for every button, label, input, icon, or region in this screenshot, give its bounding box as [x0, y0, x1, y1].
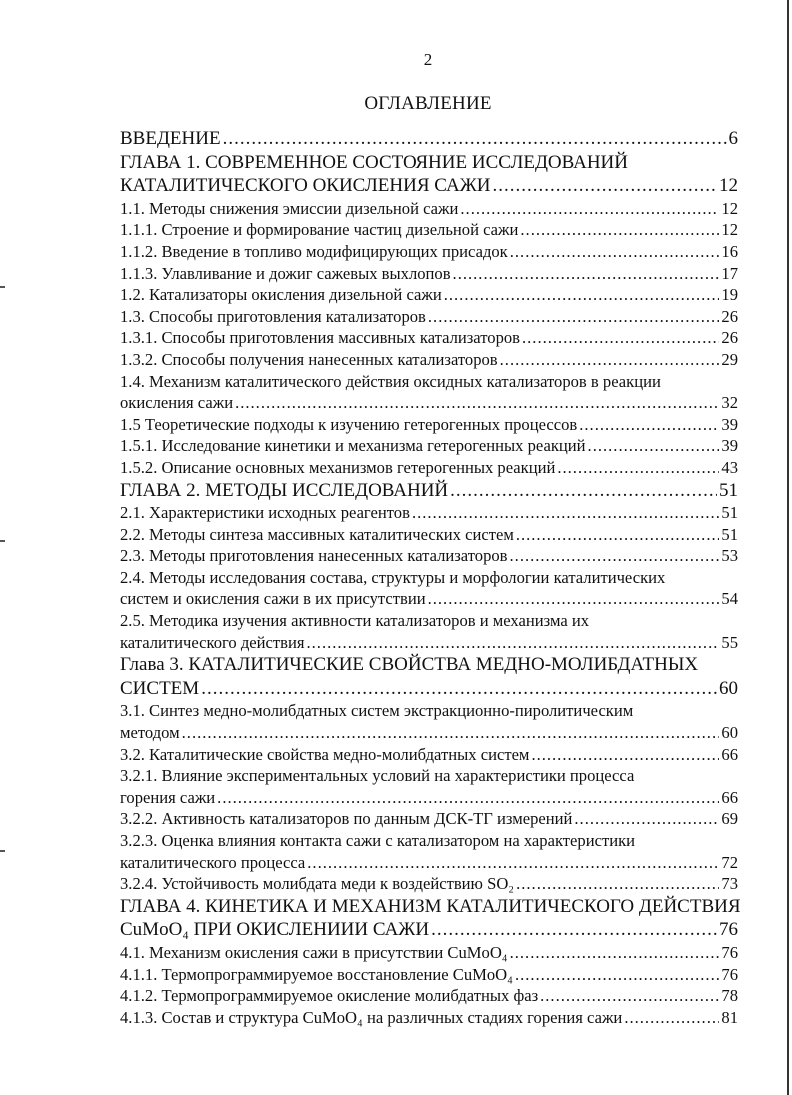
toc-page-number: 55	[721, 632, 738, 652]
toc-entry-title: горения сажи	[120, 787, 216, 807]
toc-page-number: 16	[721, 241, 738, 261]
dot-leader	[515, 964, 719, 986]
toc-entry[interactable]	[120, 653, 738, 700]
toc-entry-title: 1.2. Катализаторы окисления дизельной сажи	[120, 285, 442, 305]
dot-leader	[579, 414, 719, 436]
toc-page-number: 12	[719, 175, 738, 197]
dot-leader	[516, 873, 719, 895]
toc-page-number: 66	[721, 787, 738, 807]
toc-entry[interactable]	[120, 700, 738, 743]
toc-entry-line	[120, 942, 738, 964]
toc-entry[interactable]	[120, 327, 738, 349]
toc-entry[interactable]	[120, 873, 738, 895]
dot-leader	[201, 677, 717, 701]
toc-entry-title: КАТАЛИТИЧЕСКОГО ОКИСЛЕНИЯ САЖИ	[120, 175, 491, 197]
toc-entry-title: 1.4. Механизм каталитического действия оксидных катализаторов в реакции	[120, 371, 661, 391]
toc-entry-line	[120, 722, 738, 744]
dot-leader	[540, 985, 719, 1007]
dot-leader	[531, 744, 719, 766]
toc-page-number: 73	[721, 874, 738, 894]
toc-page-number: 19	[721, 285, 738, 305]
toc-page-number: 72	[721, 852, 738, 872]
toc-entry-title: 2.5. Методика изучения активности катализаторов и механизма их	[120, 611, 590, 631]
toc-entry[interactable]	[120, 198, 738, 220]
toc-entry[interactable]	[120, 435, 738, 457]
toc-entry-line	[120, 808, 738, 830]
toc-entry-title: окисления сажи	[120, 393, 234, 413]
toc-page-number: 26	[721, 328, 738, 348]
toc-entry[interactable]	[120, 284, 738, 306]
toc-entry[interactable]	[120, 830, 738, 873]
toc-page-number: 60	[719, 677, 738, 699]
toc-entry-title: 1.3. Способы приготовления катализаторов	[120, 306, 426, 326]
toc-entry-line	[120, 392, 738, 414]
toc-entry-title: 1.3.2. Способы получения нанесенных катализаторов	[120, 349, 498, 369]
toc-entry-line	[120, 700, 738, 722]
toc-entry[interactable]	[120, 610, 738, 653]
toc-page-number: 51	[719, 479, 738, 501]
toc-entry-title: 4.1.3. Состав и структура CuMoO₄ на различных стадиях горения сажи	[120, 1007, 623, 1027]
toc-entry-title: 4.1.2. Термопрограммируемое окисление молибдатных фаз	[120, 986, 539, 1006]
toc-entry-line	[120, 414, 738, 436]
toc-entry-title: 4.1. Механизм окисления сажи в присутствии CuMoO₄	[120, 942, 508, 962]
toc-page-number: 51	[721, 524, 738, 544]
toc-entry-title: 2.2. Методы синтеза массивных каталитических систем	[120, 524, 514, 544]
toc-entry-title: 1.1. Методы снижения эмиссии дизельной сажи	[120, 198, 459, 218]
toc-entry-line	[120, 830, 738, 852]
toc-entry-line	[120, 457, 738, 479]
scan-mark	[0, 540, 5, 542]
toc-page-number: 12	[721, 220, 738, 240]
toc-entry-line	[120, 435, 738, 457]
toc-entry-line	[120, 964, 738, 986]
toc-entry-line	[120, 241, 738, 263]
toc-page-number: 76	[721, 964, 738, 984]
toc-entry-title: 3.2.4. Устойчивость молибдата меди к воздействию SO₂	[120, 874, 515, 894]
dot-leader	[428, 306, 720, 328]
dot-leader	[510, 545, 720, 567]
toc-entry-title: ГЛАВА 4. КИНЕТИКА И МЕХАНИЗМ КАТАЛИТИЧЕСКОГО ДЕЙСТВИЯ	[120, 895, 741, 917]
dot-leader	[444, 284, 720, 306]
dot-leader	[510, 942, 720, 964]
toc-page-number: 66	[721, 744, 738, 764]
dot-leader	[500, 349, 720, 371]
toc-entry-line	[120, 918, 738, 942]
toc-entry-title: 3.2.3. Оценка влияния контакта сажи с катализатором на характеристики	[120, 831, 636, 850]
dot-leader	[516, 524, 720, 546]
toc-page-number: 53	[721, 546, 738, 566]
toc-page-number: 69	[721, 809, 738, 829]
toc-entry[interactable]	[120, 765, 738, 808]
toc-entry-title: 2.1. Характеристики исходных реагентов	[120, 503, 410, 523]
toc-entry-title: систем и окисления сажи в их присутствии	[120, 589, 426, 609]
toc-page-number: 26	[721, 306, 738, 326]
toc-page-number: 81	[721, 1007, 738, 1027]
toc-entry-line	[120, 327, 738, 349]
toc-entry-line	[120, 787, 738, 809]
toc-entry-line	[120, 349, 738, 371]
toc-entry-title: 3.2.1. Влияние экспериментальных условий на характеристики процесса	[120, 766, 635, 786]
toc-entry[interactable]	[120, 567, 738, 610]
toc-entry-title: 2.3. Методы приготовления нанесенных катализаторов	[120, 546, 508, 566]
toc-page-number: 54	[721, 589, 738, 609]
toc-entry-line	[120, 306, 738, 328]
toc-entry-title: 2.4. Методы исследования состава, структуры и морфологии каталитических	[120, 567, 666, 587]
toc-entry-line	[120, 588, 738, 610]
toc-entry[interactable]	[120, 985, 738, 1007]
dot-leader	[412, 502, 719, 524]
toc-entry-line	[120, 524, 738, 546]
toc-entry-title: 1.1.1. Строение и формирование частиц дизельной сажи	[120, 220, 519, 240]
toc-page-number: 17	[721, 263, 738, 283]
toc-entry-line	[120, 174, 738, 198]
toc-entry-line	[120, 545, 738, 567]
toc-entry-title: 1.5 Теоретические подходы к изучению гетерогенных процессов	[120, 414, 578, 434]
toc-entry-title: 3.1. Синтез медно-молибдатных систем экстракционно-пиролитическим	[120, 701, 634, 721]
toc-entry-line	[120, 610, 738, 632]
toc-entry[interactable]	[120, 127, 738, 151]
toc-entry[interactable]	[120, 457, 738, 479]
toc-entry-line	[120, 219, 738, 241]
toc-entry-title: 1.5.2. Описание основных механизмов гетерогенных реакций	[120, 457, 556, 477]
toc-entry[interactable]	[120, 1007, 738, 1029]
toc-entry-line	[120, 567, 738, 589]
toc-entry-line	[120, 502, 738, 524]
toc-entry-line	[120, 895, 741, 919]
dot-leader	[182, 722, 720, 744]
toc-entry-title: CuMoO₄ ПРИ ОКИСЛЕНИИИ САЖИ	[120, 919, 430, 941]
toc-entry-title: ВВЕДЕНИЕ	[120, 128, 221, 149]
toc-entry-title: 4.1.1. Термопрограммируемое восстановление CuMoO₄	[120, 964, 513, 984]
toc-entry-line	[120, 127, 738, 151]
toc-page-number: 51	[721, 503, 738, 523]
toc-page-number: 39	[721, 414, 738, 434]
toc-page-number: 39	[721, 436, 738, 456]
toc-entry-title: каталитического процесса	[120, 852, 306, 872]
dot-leader	[453, 263, 720, 285]
toc-page-number: 29	[721, 349, 738, 369]
toc-entry[interactable]	[120, 349, 738, 371]
dot-leader	[431, 918, 717, 942]
toc-title: ОГЛАВЛЕНИЕ	[364, 93, 492, 114]
toc-entry-line	[120, 1007, 738, 1029]
scan-edge	[787, 0, 789, 1095]
dot-leader	[520, 219, 719, 241]
dot-leader	[574, 808, 719, 830]
toc-page-number: 60	[721, 723, 738, 743]
toc-entry-title: 1.3.1. Способы приготовления массивных катализаторов	[120, 328, 520, 348]
dot-leader	[235, 392, 719, 414]
toc-entry[interactable]	[120, 479, 738, 503]
scan-mark	[0, 286, 5, 288]
dot-leader	[307, 852, 719, 874]
toc-entry[interactable]	[120, 808, 738, 830]
dot-leader	[450, 479, 717, 503]
toc-page-number: 43	[721, 457, 738, 477]
toc-entry[interactable]	[120, 964, 738, 986]
toc-entry-title: 1.1.3. Улавливание и дожиг сажевых выхлопов	[120, 263, 451, 283]
toc-entry-line	[120, 985, 738, 1007]
toc-entry[interactable]	[120, 744, 738, 766]
toc-entry-title: СИСТЕМ	[120, 677, 200, 699]
toc-entry-line	[120, 632, 738, 654]
toc-entry[interactable]	[120, 895, 741, 942]
toc-entry-line	[120, 744, 738, 766]
dot-leader	[492, 174, 717, 198]
toc-entry[interactable]	[120, 942, 738, 964]
toc-entry[interactable]	[120, 263, 738, 285]
toc-entry-line	[120, 653, 738, 677]
toc-entry-line	[120, 371, 738, 393]
toc-entry-title: 3.2. Каталитические свойства медно-молибдатных систем	[120, 744, 530, 764]
toc-entry[interactable]	[120, 219, 738, 241]
toc-entry[interactable]	[120, 151, 738, 198]
toc-entry[interactable]	[120, 371, 738, 414]
toc-entry-title: Глава 3. КАТАЛИТИЧЕСКИЕ СВОЙСТВА МЕДНО-МОЛИБДАТНЫХ	[120, 654, 699, 676]
dot-leader	[460, 198, 719, 220]
toc-entry-title: ГЛАВА 1. СОВРЕМЕННОЕ СОСТОЯНИЕ ИССЛЕДОВАНИЙ	[120, 151, 628, 173]
toc-entry[interactable]	[120, 545, 738, 567]
toc-entry-title: каталитического действия	[120, 632, 305, 652]
toc-entry-title: 1.5.1. Исследование кинетики и механизма гетерогенных реакций	[120, 436, 586, 456]
toc-entry-line	[120, 852, 738, 874]
dot-leader	[588, 435, 720, 457]
toc-entry-line	[120, 677, 738, 701]
toc-entry[interactable]	[120, 241, 738, 263]
toc-entry-title: методом	[120, 723, 180, 743]
toc-entry-title: ГЛАВА 2. МЕТОДЫ ИССЛЕДОВАНИЙ	[120, 479, 449, 501]
toc-entry[interactable]	[120, 414, 738, 436]
scan-mark	[0, 850, 5, 852]
dot-leader	[428, 588, 720, 610]
toc-entry-line	[120, 151, 738, 175]
toc-page-number: 12	[721, 198, 738, 218]
toc-entry-line	[120, 873, 738, 895]
dot-leader	[217, 787, 719, 809]
toc-entry-line	[120, 284, 738, 306]
toc-page-number: 76	[721, 942, 738, 962]
toc-page-number: 78	[721, 986, 738, 1006]
dot-leader	[223, 127, 727, 151]
toc-page-number: 6	[728, 128, 738, 149]
toc-page-number: 32	[721, 393, 738, 413]
dot-leader	[557, 457, 719, 479]
page-number: 2	[423, 50, 433, 69]
toc-entry-line	[120, 765, 738, 787]
toc-page-number: 76	[719, 919, 738, 941]
toc-entry[interactable]	[120, 502, 738, 524]
dot-leader	[510, 241, 720, 263]
toc-entry-line	[120, 263, 738, 285]
dot-leader	[522, 327, 719, 349]
dot-leader	[307, 632, 720, 654]
toc-entry-title: 1.1.2. Введение в топливо модифицирующих присадок	[120, 241, 508, 261]
toc-entry-line	[120, 479, 738, 503]
toc-entry[interactable]	[120, 524, 738, 546]
dot-leader	[624, 1007, 719, 1029]
toc-entry[interactable]	[120, 306, 738, 328]
toc-entry-title: 3.2.2. Активность катализаторов по данным ДСК-ТГ измерений	[120, 809, 573, 829]
toc-entry-line	[120, 198, 738, 220]
table-of-contents	[120, 127, 741, 1028]
